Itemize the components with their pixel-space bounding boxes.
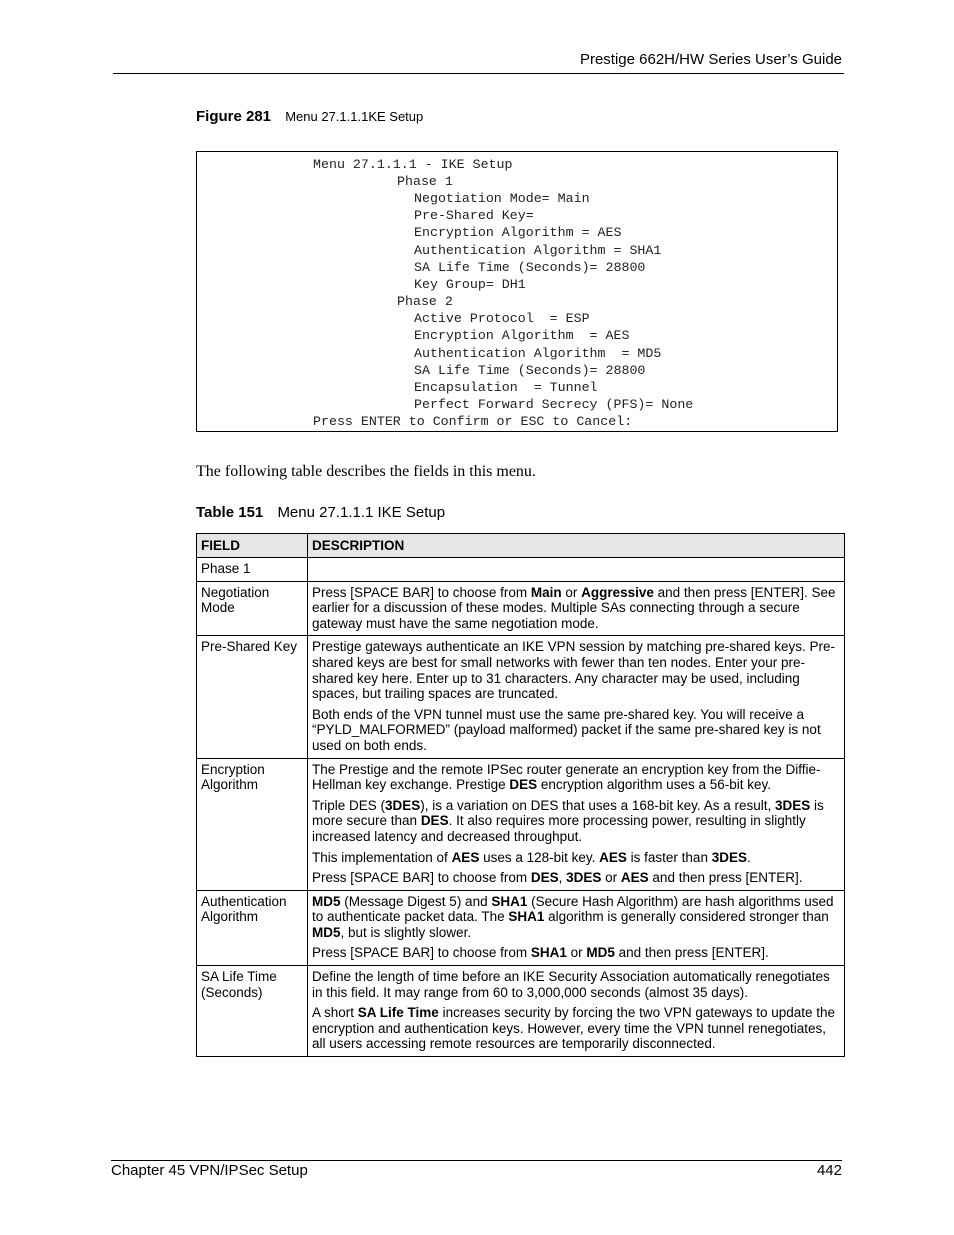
screen-line: Press ENTER to Confirm or ESC to Cancel:: [313, 414, 633, 429]
screen-line: Active Protocol = ESP: [414, 311, 590, 326]
description-text: .: [746, 849, 751, 865]
field-name-cell: Pre-Shared Key: [197, 636, 308, 758]
header-field: FIELD: [197, 534, 308, 558]
field-description-table: [196, 533, 845, 1057]
description-text: Press [SPACE BAR] to choose from: [312, 870, 531, 886]
header-description: DESCRIPTION: [308, 534, 845, 558]
figure-title: Menu 27.1.1.1KE Setup: [285, 109, 424, 124]
description-text: and then press [ENTER]. See earlier for a discussion of these modes. Multiple SAs connecting through a secure gateway must have the same negotiation mode.: [312, 584, 836, 631]
intro-paragraph: The following table describes the fields in this menu.: [196, 463, 536, 480]
screen-line: Authentication Algorithm = MD5: [414, 346, 662, 361]
description-text: Define the length of time before an IKE Security Association automatically renegotiates in this field. It may range from 60 to 3,000,000 seconds (almost 35 days).: [312, 969, 830, 1000]
table-row: [197, 558, 845, 582]
screen-line: SA Life Time (Seconds)= 28800: [414, 260, 646, 275]
description-text: Prestige gateways authenticate an IKE VPN session by matching pre-shared keys. Pre-shared keys are best for small networks with fewer than ten nodes. Enter your pre-shared key here. Enter up to 31 characters. Any character may be used, including spaces, but trailing spaces are truncated.: [312, 639, 836, 702]
description-paragraph: [312, 762, 840, 793]
description-paragraph: [312, 969, 840, 1000]
table-row: [197, 890, 845, 965]
description-text: is faster than: [626, 849, 712, 865]
screen-line: Authentication Algorithm = SHA1: [414, 243, 662, 258]
table-header-row: [197, 534, 845, 558]
figure-caption: [196, 108, 423, 125]
emphasized-term: SHA1: [491, 893, 528, 909]
table-row: [197, 636, 845, 758]
emphasized-term: SA Life Time: [357, 1005, 439, 1021]
description-text: and then press [ENTER].: [648, 870, 803, 886]
field-name-cell: Authentication Algorithm: [197, 890, 308, 965]
description-text: and then press [ENTER].: [614, 945, 769, 961]
emphasized-term: MD5: [312, 893, 341, 909]
screen-line: Pre-Shared Key=: [414, 208, 534, 223]
emphasized-term: 3DES: [385, 797, 421, 813]
emphasized-term: AES: [451, 849, 480, 865]
emphasized-term: Main: [530, 584, 562, 600]
screen-line: Encryption Algorithm = AES: [414, 328, 630, 343]
description-paragraph: [312, 585, 840, 632]
description-paragraph: [312, 1005, 840, 1052]
footer-page-number: 442: [816, 1162, 842, 1179]
table-caption: [196, 504, 445, 521]
footer-chapter: Chapter 45 VPN/IPSec Setup: [111, 1162, 308, 1179]
description-text: This implementation of: [312, 849, 452, 865]
header-rule: [113, 73, 844, 74]
description-text: . It also requires more processing power, resulting in slightly increased latency and decreased throughput.: [312, 813, 806, 844]
description-text: The Prestige and the remote IPSec router generate an encryption key from the Diffie-Hellman key exchange. Prestige: [312, 761, 821, 793]
description-paragraph: [312, 870, 840, 886]
table-row: [197, 581, 845, 636]
description-text: Press [SPACE BAR] to choose from: [312, 584, 531, 600]
description-paragraph: [312, 850, 840, 866]
screen-line: Perfect Forward Secrecy (PFS)= None: [414, 397, 694, 412]
description-text: encryption algorithm uses a 56-bit key.: [537, 777, 771, 793]
description-paragraph: [312, 894, 840, 941]
description-text: ,: [558, 870, 567, 886]
description-cell: [308, 966, 845, 1057]
description-text: algorithm is generally considered stronger than: [544, 909, 829, 925]
description-cell: [308, 581, 845, 636]
description-text: A short: [312, 1005, 358, 1021]
description-cell: [308, 558, 845, 582]
description-text: (Message Digest 5) and: [340, 893, 492, 909]
description-text: increases security by forcing the two VPN gateways to update the encryption and authentication keys. However, every time the VPN tunnel renegotiates, all users accessing remote resources are temporarily disconnected.: [312, 1005, 836, 1052]
description-text: (Secure Hash Algorithm) are hash algorithms used to authenticate packet data. The: [312, 893, 834, 925]
emphasized-term: SHA1: [530, 945, 567, 961]
emphasized-term: AES: [620, 870, 649, 886]
screen-line: Menu 27.1.1.1 - IKE Setup: [313, 157, 513, 172]
field-name-cell: Negotiation Mode: [197, 581, 308, 636]
description-text: Both ends of the VPN tunnel must use the same pre-shared key. You will receive a “PYLD_MALFORMED” (payload malformed) packet if the same pre-shared key is not used on both ends.: [312, 706, 821, 753]
footer-rule: [111, 1160, 842, 1161]
terminal-screen: [196, 151, 838, 432]
emphasized-term: 3DES: [711, 849, 747, 865]
description-text: or: [566, 945, 587, 961]
description-cell: [308, 758, 845, 890]
screen-line: SA Life Time (Seconds)= 28800: [414, 363, 646, 378]
description-cell: [308, 890, 845, 965]
emphasized-term: DES: [420, 813, 449, 829]
description-text: or: [601, 870, 621, 886]
field-name-cell: Phase 1: [197, 558, 308, 582]
description-text: is more secure than: [312, 797, 824, 829]
description-text: , but is slightly slower.: [340, 924, 472, 940]
emphasized-term: SHA1: [508, 909, 545, 925]
description-cell: [308, 636, 845, 758]
emphasized-term: DES: [509, 777, 538, 793]
screen-line: Encryption Algorithm = AES: [414, 225, 622, 240]
screen-line: Key Group= DH1: [414, 277, 526, 292]
field-name-cell: SA Life Time (Seconds): [197, 966, 308, 1057]
emphasized-term: 3DES: [774, 797, 811, 813]
description-paragraph: [312, 945, 840, 961]
description-paragraph: [312, 707, 840, 754]
emphasized-term: MD5: [586, 945, 615, 961]
description-text: uses a 128-bit key.: [479, 849, 600, 865]
table-title: Menu 27.1.1.1 IKE Setup: [277, 504, 446, 521]
description-text: Press [SPACE BAR] to choose from: [312, 945, 531, 961]
description-text: ), is a variation on DES that uses a 168-bit key. As a result,: [420, 797, 775, 813]
figure-number: Figure 281: [196, 108, 272, 125]
emphasized-term: 3DES: [566, 870, 602, 886]
table-row: [197, 758, 845, 890]
description-paragraph: [312, 639, 840, 701]
screen-line: Phase 1: [397, 174, 453, 189]
field-name-cell: Encryption Algorithm: [197, 758, 308, 890]
table-row: [197, 966, 845, 1057]
screen-line: Negotiation Mode= Main: [414, 191, 590, 206]
screen-line: Encapsulation = Tunnel: [414, 380, 598, 395]
screen-line: Phase 2: [397, 294, 453, 309]
description-text: Triple DES (: [312, 797, 386, 813]
emphasized-term: MD5: [312, 924, 341, 940]
emphasized-term: DES: [530, 870, 559, 886]
emphasized-term: Aggressive: [581, 584, 654, 600]
emphasized-term: AES: [599, 849, 627, 865]
description-paragraph: [312, 798, 840, 845]
running-header: Prestige 662H/HW Series User’s Guide: [579, 51, 842, 68]
table-number: Table 151: [196, 504, 264, 521]
description-text: or: [561, 584, 582, 600]
